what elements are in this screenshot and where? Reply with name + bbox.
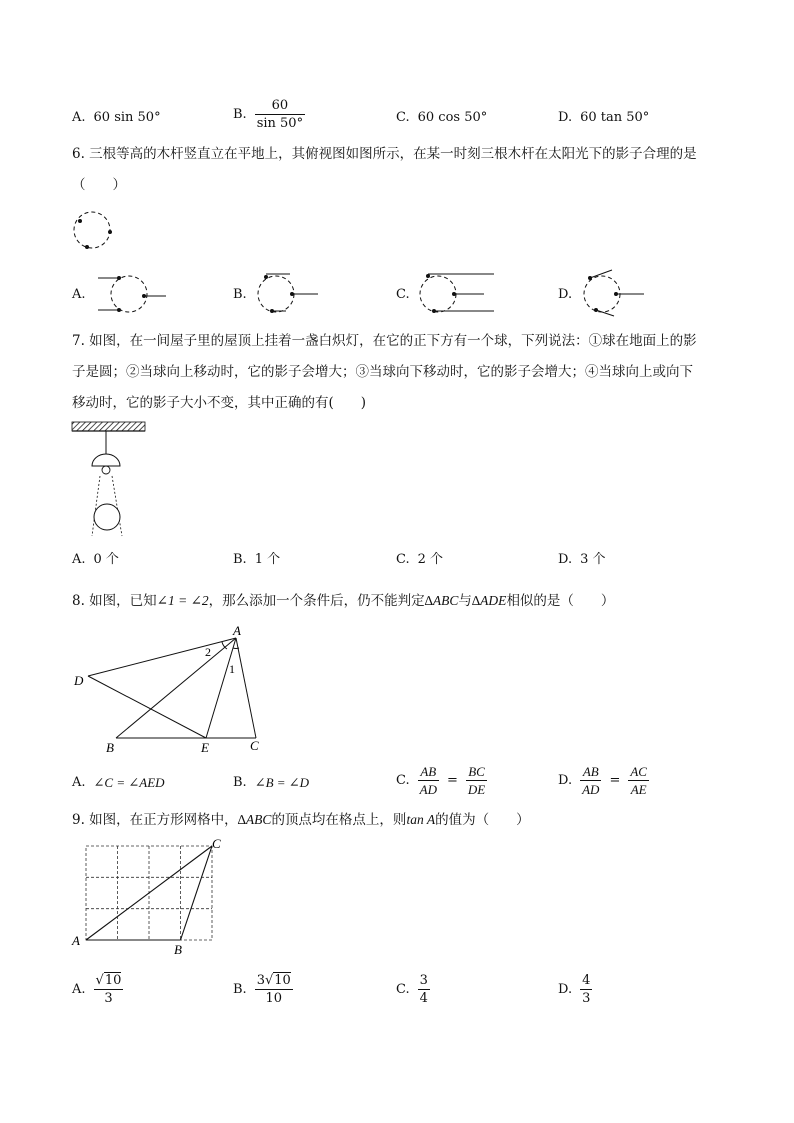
q5-option-b-label: B. [233,106,247,122]
q9-b-denominator: 10 [265,991,283,1006]
q8-c-denominator-1: AD [419,782,437,797]
q9-d-denominator: 3 [582,991,591,1006]
q8-option-d [558,763,649,798]
q8-option-b-label: B. [233,775,247,790]
q8-c-fraction-2 [466,763,487,798]
q9-stem [72,812,530,828]
q6-stem-line1: 6. 三根等高的木杆竖直立在平地上，其俯视图如图所示，在某一时刻三根木杆在太阳光下的影子合理的是 [72,146,697,162]
q5-option-b [233,97,305,132]
q8-option-b [233,775,309,791]
q7-option-c-text: 2 个 [417,552,444,567]
q6-option-b-figure [252,266,327,318]
ceiling-hatch [72,422,145,431]
label-c: C [212,836,221,851]
q6-option-d-figure [576,266,651,318]
q9-option-c-label: C. [396,981,410,997]
q8-d-fraction-1 [580,763,601,798]
q7-option-d-text: 3 个 [580,552,606,567]
q6-top-view-figure [70,206,120,252]
q8-stem-and: 与 [458,593,472,609]
ball [94,504,120,530]
q9-option-a-label: A. [72,981,86,997]
q8-option-b-text: ∠B = ∠D [254,775,310,790]
q9-stem-pre: 9. 如图，在正方形网格中， [72,812,238,828]
q5-option-c-text: 60 cos 50° [417,110,488,125]
q5-option-d-text: 60 tan 50° [580,110,650,125]
q9-a-fraction [94,972,124,1007]
q5-option-a-label: A. [72,110,86,125]
label-b: B [106,740,114,755]
q7-option-b [233,552,280,568]
q8-option-a [72,775,165,791]
q9-b-fraction [255,972,293,1007]
q6-option-d-label: D. [558,287,573,302]
q7-option-a [72,552,119,568]
segment-ac [236,638,256,738]
q8-d-equals: = [609,772,621,788]
q5-option-d-label: D. [558,110,573,125]
q9-d-fraction [580,972,592,1007]
q8-c-numerator-2: BC [466,763,487,781]
q9-d-numerator: 4 [582,973,591,988]
q6-option-c-label: C. [396,287,410,302]
label-a: A [233,623,241,638]
q9-a-numerator: √10 [95,973,122,988]
q8-c-equals: = [446,772,458,788]
q7-option-c-label: C. [396,552,410,567]
q6-option-a-label: A. [72,287,86,302]
q9-option-d [558,972,592,1007]
q7-option-b-text: 1 个 [254,552,281,567]
light-bulb [102,466,110,474]
q6-option-b-label: B. [233,287,247,302]
segment-de [88,676,206,738]
q8-stem-mid: ，那么添加一个条件后，仍不能判定 [208,593,425,609]
q7-option-b-label: B. [233,552,247,567]
q9-stem-mid: 的顶点均在格点上，则 [271,812,407,828]
label-b: B [174,942,182,957]
q9-b-radicand: 10 [274,973,291,988]
q8-stem-condition: ∠1 = ∠2 [156,593,209,608]
q8-triangle-figure [70,622,270,757]
lamp-shade [92,454,120,466]
q8-option-a-text: ∠C = ∠AED [93,775,165,790]
q9-option-d-label: D. [558,981,573,997]
q9-a-denominator: 3 [104,991,113,1006]
q8-d-numerator-1: AB [580,763,601,781]
q9-stem-triangle: ∆ABC [237,812,272,827]
q7-option-a-label: A. [72,552,86,567]
label-d: D [74,673,84,688]
q8-stem-triangle-ade: ∆ADE [471,593,507,608]
q7-option-c [396,552,443,568]
q9-c-numerator: 3 [419,973,428,988]
q6-stem-line2: （ ） [72,177,126,193]
q9-option-b [233,972,293,1007]
q8-d-fraction-2 [628,763,649,798]
q7-lamp-ball-figure [70,420,150,540]
q8-option-d-label: D. [558,772,573,788]
q7-option-d-label: D. [558,552,573,567]
q8-d-denominator-1: AD [582,782,600,797]
q7-option-d [558,552,606,568]
q5-option-a [72,110,161,126]
q8-option-c [396,763,487,798]
q5-b-denominator: sin 50° [256,116,304,131]
q5-option-b-fraction [255,97,305,132]
q9-c-denominator: 4 [419,991,428,1006]
label-angle-2: 2 [205,645,211,659]
q7-option-a-text: 0 个 [93,552,119,567]
label-e: E [201,740,209,755]
q6-option-a-figure [92,270,172,318]
q9-option-c [396,972,430,1007]
q8-option-c-label: C. [396,772,410,788]
q5-option-c-label: C. [396,110,410,125]
q8-stem-pre: 8. 如图，已知 [72,593,157,609]
q9-stem-post: 的值为（ ） [435,812,530,828]
q8-d-numerator-2: AC [630,764,647,779]
q8-stem-triangle-abc: ∆ABC [424,593,459,608]
q9-stem-tan: tan A [406,812,436,827]
label-a: A [72,933,80,948]
q5-b-numerator: 60 [255,97,305,115]
q6-option-c-figure [414,266,500,318]
q8-stem-post: 相似的是（ ） [506,593,615,609]
q8-c-denominator-2: DE [467,782,486,797]
q9-option-b-label: B. [233,981,247,997]
q8-d-denominator-2: AE [630,782,647,797]
q8-option-a-label: A. [72,775,86,790]
q9-a-radicand: 10 [104,973,122,988]
q9-option-a [72,972,123,1007]
q8-stem [72,593,614,609]
q5-option-c [396,110,487,126]
label-angle-1: 1 [229,662,235,676]
label-c: C [250,738,259,753]
q8-c-numerator-1: AB [418,763,439,781]
q9-b-coefficient: 3 [256,973,265,988]
q9-grid-figure [70,834,230,958]
segment-bc [181,846,213,940]
segment-ac [86,846,212,940]
q9-c-fraction [418,972,430,1007]
q7-stem-line2: 子是圆；②当球向上移动时，它的影子会增大；③当球向下移动时，它的影子会增大；④当球向上或向下 [72,364,693,380]
q5-option-d [558,110,649,126]
q7-stem-line1: 7. 如图，在一间屋子里的屋顶上挂着一盏白炽灯，在它的正下方有一个球，下列说法：①球在地面上的影 [72,333,697,349]
q7-stem-line3: 移动时，它的影子大小不变，其中正确的有( ) [72,395,367,411]
q5-option-a-text: 60 sin 50° [93,110,161,125]
q8-c-fraction-1 [418,763,439,798]
q9-b-numerator: 3√10 [256,973,291,988]
